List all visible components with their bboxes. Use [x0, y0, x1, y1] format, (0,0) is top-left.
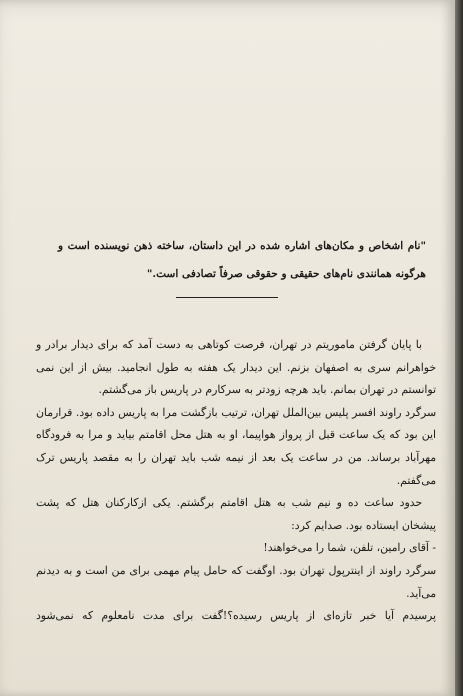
story-body [36, 334, 436, 628]
dialogue-line: - آقای رامین، تلفن، شما را می‌خواهند! [263, 541, 436, 555]
section-divider [176, 297, 278, 298]
paragraph-2: سرگرد راوند افسر پلیس بین‌الملل تهران، ترتیب بازگشت مرا به پاریس داده بود. قرارمان این بود که یک ساعت قبل از پرواز هواپیما، او به هتل محل اقامتم بیاید و مرا به فرودگاه مهرآباد برساند. من در ساعت یک بعد از نیمه شب باید تهران را به مقصد پاریس ترک می‌گفتم. [36, 405, 436, 487]
paragraph-5: پرسیدم آیا خبر تازه‌ای از پاریس رسیده؟!گفت برای مدت نامعلوم که نمی‌شود [36, 609, 436, 623]
disclaimer-note: "نام اشخاص و مکان‌های اشاره شده در این داستان، ساخته ذهن نویسنده است و هرگونه همانندی نام‌های حقیقی و حقوقی صرفاً تصادفی است." [58, 240, 426, 280]
paragraph-4: سرگرد راوند از اینترپول تهران بود. اوگفت که حامل پیام مهمی برای من است و به دیدنم می‌آید. [36, 563, 436, 600]
page-edge [455, 0, 463, 696]
paragraph-3: حدود ساعت ده و نیم شب به هتل اقامتم برگشتم. یکی ازکارکنان هتل که پشت پیشخان ایستاده بود. صدایم کرد: [36, 496, 436, 532]
paragraph-1: با پایان گرفتن ماموریتم در تهران، فرصت کوتاهی به دست آمد که برای دیدار برادر و خواهرانم سری به اصفهان بزنم. این دیدار یک هفته به طول انجامید. بیش از این نمی توانستم در تهران بمانم. باید هرچه زودتر به سرکارم در پاریس باز می‌گشتم. [36, 338, 436, 397]
